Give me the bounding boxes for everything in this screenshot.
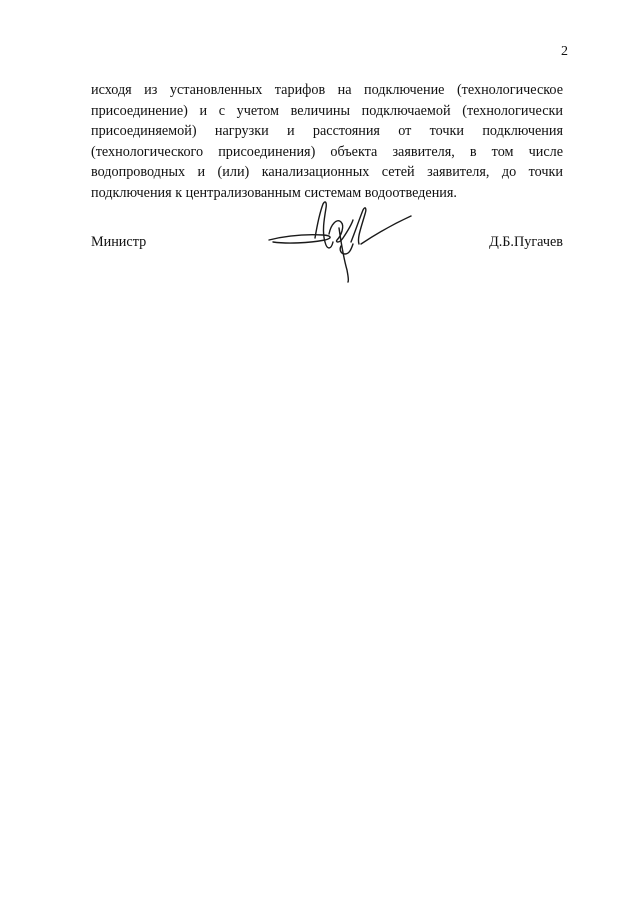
- paragraph-line: исходя из установленных тарифов на подключение (технологическое: [91, 82, 563, 98]
- paragraph-line: (технологического присоединения) объекта заявителя, в том числе: [91, 143, 563, 160]
- paragraph-line: присоединение) и с учетом величины подключаемой (технологически: [91, 102, 563, 119]
- paragraph-line: подключения к централизованным системам водоотведения.: [91, 184, 457, 201]
- signer-name: Д.Б.Пугачев: [489, 234, 563, 250]
- page-number: 2: [561, 44, 568, 59]
- handwritten-signature: [265, 198, 415, 284]
- paragraph-line: водопроводных и (или) канализационных сетей заявителя, до точки: [91, 164, 563, 181]
- paragraph-line: присоединяемой) нагрузки и расстояния от точки подключения: [91, 123, 563, 140]
- body-paragraph: [91, 80, 563, 204]
- signer-role: Министр: [91, 234, 147, 250]
